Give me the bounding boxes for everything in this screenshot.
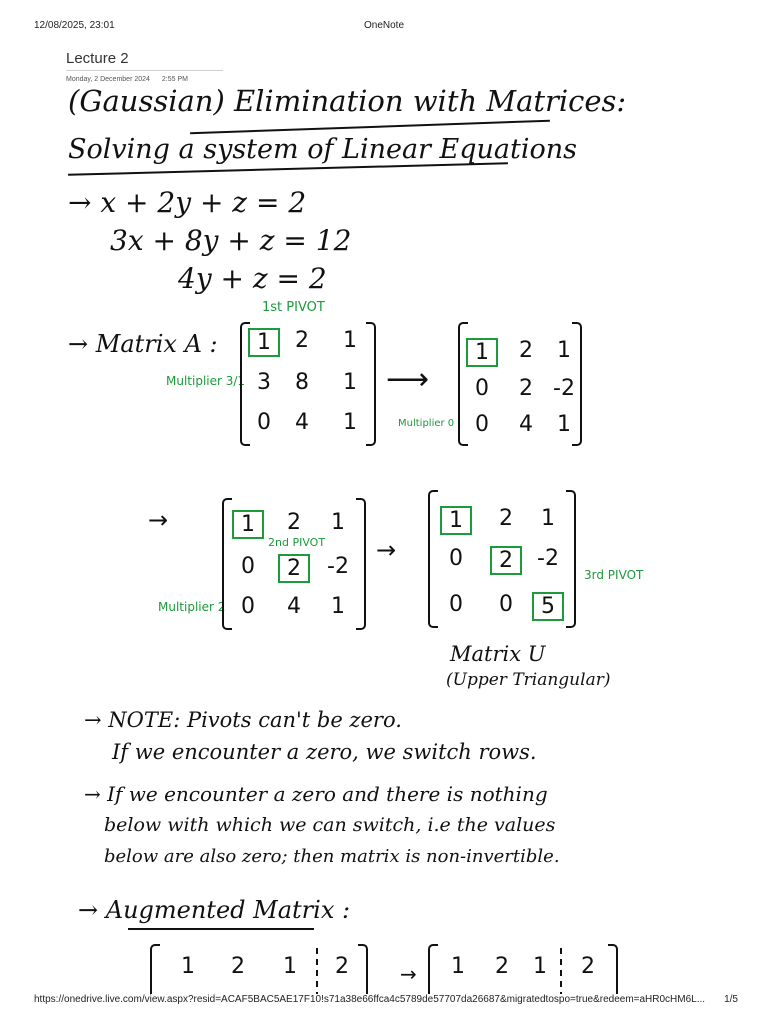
matrix-cell: 0 (475, 412, 489, 437)
first-pivot-label: 1st PIVOT (262, 300, 325, 315)
matrix-cell: 1 (181, 954, 195, 979)
matrix-u (428, 490, 576, 628)
matrix-cell: 4 (287, 594, 301, 619)
row-arrow: → (148, 506, 169, 534)
page-date: Monday, 2 December 2024 (66, 76, 150, 83)
matrix-cell: 1 (343, 410, 357, 435)
source-url[interactable]: https://onedrive.live.com/view.aspx?resid=ACAF5BAC5AE17F10!s71a38e66ffca4c5789de57707da26687&migratedtospo=true&redeem=aHR0cHM6L... (34, 994, 706, 1005)
augmented-matrix-right (428, 944, 618, 994)
matrix-cell: 0 (241, 554, 255, 579)
matrix-cell: 2 (335, 954, 349, 979)
third-pivot-label: 3rd PIVOT (584, 568, 644, 582)
matrix-cell: 0 (241, 594, 255, 619)
augmented-separator (560, 948, 562, 994)
matrix-cell: 0 (499, 592, 513, 617)
matrix-cell: 4 (295, 410, 309, 435)
matrix-cell: 2 (519, 376, 533, 401)
matrix-cell-pivot: 1 (248, 328, 280, 357)
matrix-cell: 2 (519, 338, 533, 363)
matrix-cell: 0 (475, 376, 489, 401)
matrix-cell: 1 (283, 954, 297, 979)
note-line-1: → NOTE: Pivots can't be zero. (84, 708, 402, 732)
matrix-a-step1-repeat (222, 498, 366, 630)
matrix-cell: 2 (495, 954, 509, 979)
title-underline (66, 70, 223, 71)
left-bracket (428, 490, 438, 628)
heading-line-2: Solving a system of Linear Equations (68, 134, 578, 165)
matrix-cell: 1 (557, 412, 571, 437)
right-bracket (608, 944, 618, 994)
matrix-cell-pivot: 2 (278, 554, 310, 583)
matrix-cell: -2 (327, 554, 349, 579)
page-time: 2:55 PM (161, 76, 188, 83)
multiplier-2-label: Multiplier 2 (158, 600, 226, 614)
matrix-cell-pivot: 1 (440, 506, 472, 535)
matrix-a-label: → Matrix A : (68, 330, 218, 358)
left-bracket (222, 498, 232, 630)
matrix-cell-pivot: 1 (466, 338, 498, 367)
left-bracket (428, 944, 438, 994)
transform-arrow: ⟶ (386, 362, 430, 397)
matrix-cell: 2 (231, 954, 245, 979)
matrix-cell: 1 (541, 506, 555, 531)
equation-3: 4y + z = 2 (178, 262, 327, 295)
left-bracket (150, 944, 160, 994)
note-line-4: below with which we can switch, i.e the values (104, 814, 556, 836)
row-arrow: → (376, 536, 397, 564)
upper-triangular-label: (Upper Triangular) (446, 670, 611, 690)
equation-1: → x + 2y + z = 2 (68, 186, 307, 219)
matrix-cell: 1 (451, 954, 465, 979)
multiplier-3-label: Multiplier 3/1 (166, 374, 246, 388)
right-bracket (356, 498, 366, 630)
matrix-cell: 1 (343, 370, 357, 395)
augmented-matrix-left (150, 944, 368, 994)
matrix-cell: 2 (287, 510, 301, 535)
matrix-a (240, 322, 376, 446)
matrix-cell: -2 (553, 376, 575, 401)
second-pivot-label: 2nd PIVOT (268, 536, 326, 549)
page-meta (66, 76, 188, 83)
augmented-matrix-label: → Augmented Matrix : (78, 896, 351, 924)
matrix-cell: 0 (257, 410, 271, 435)
matrix-cell: 3 (257, 370, 271, 395)
matrix-cell-pivot: 2 (490, 546, 522, 575)
page-indicator: 1/5 (724, 994, 738, 1005)
print-footer (0, 994, 768, 1008)
matrix-cell-pivot: 1 (232, 510, 264, 539)
note-line-5: below are also zero; then matrix is non-invertible. (104, 846, 560, 867)
matrix-cell: 2 (581, 954, 595, 979)
right-bracket (366, 322, 376, 446)
multiplier-0-label: Multiplier 0 (398, 418, 455, 429)
matrix-u-label: Matrix U (450, 642, 546, 666)
matrix-cell: 0 (449, 592, 463, 617)
matrix-cell: -2 (537, 546, 559, 571)
matrix-cell: 2 (499, 506, 513, 531)
matrix-cell: 1 (331, 510, 345, 535)
heading-underline-1 (190, 120, 550, 135)
matrix-cell: 1 (557, 338, 571, 363)
matrix-cell: 1 (343, 328, 357, 353)
row-arrow: → (400, 962, 417, 986)
matrix-cell: 8 (295, 370, 309, 395)
augmented-separator (316, 948, 318, 994)
note-line-3: → If we encounter a zero and there is nothing (84, 782, 548, 806)
matrix-cell-pivot: 5 (532, 592, 564, 621)
print-app-title: OneNote (363, 20, 405, 31)
matrix-cell: 1 (533, 954, 547, 979)
matrix-cell: 1 (331, 594, 345, 619)
right-bracket (358, 944, 368, 994)
print-header (0, 20, 768, 34)
matrix-cell: 0 (449, 546, 463, 571)
augmented-underline (128, 928, 314, 930)
page-title: Lecture 2 (66, 50, 129, 67)
heading-line-1: (Gaussian) Elimination with Matrices: (68, 84, 627, 118)
matrix-cell: 2 (295, 328, 309, 353)
right-bracket (566, 490, 576, 628)
matrix-a-step1 (458, 322, 582, 446)
note-line-2: If we encounter a zero, we switch rows. (112, 740, 537, 764)
equation-2: 3x + 8y + z = 12 (110, 224, 352, 257)
print-datetime: 12/08/2025, 23:01 (34, 20, 115, 31)
matrix-cell: 4 (519, 412, 533, 437)
